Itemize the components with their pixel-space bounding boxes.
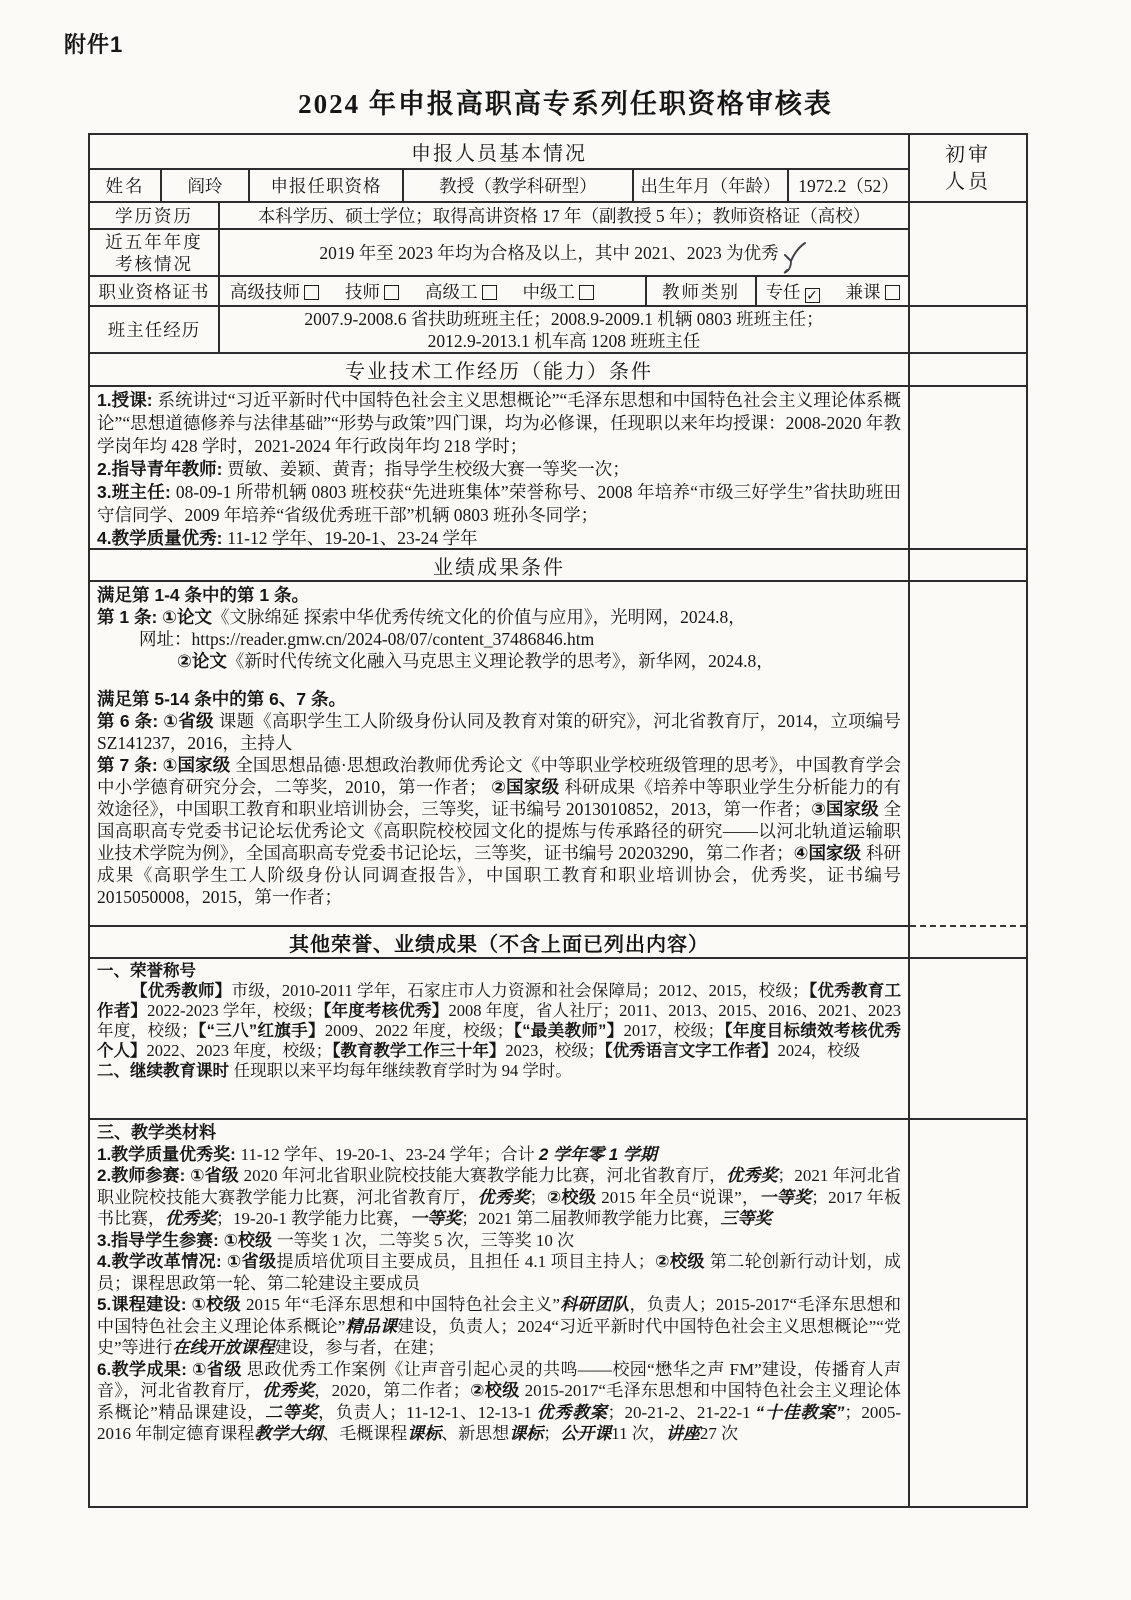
text-run: 、毛概课程 (322, 1424, 408, 1443)
text-run: 2015 年全员“说课”， (601, 1187, 760, 1207)
professional-item-3 (97, 481, 901, 527)
checkbox-fulltime (766, 279, 820, 304)
text-run: 2009、2022 年度，校级； (324, 1021, 514, 1040)
text-run: 全国思想品德·思想政治教师优秀论文《中等职业学校班级管理的思考》，中国教育学会中小学德育研究分会，二等奖，2010，第一作者； (97, 755, 901, 797)
text-run: ①校级 (223, 1230, 277, 1250)
row-certificates (90, 277, 908, 307)
text-run: 满足第 1-4 条中的第 1 条。 (97, 585, 309, 605)
professional-content (90, 387, 908, 550)
achievement-clause-6 (97, 710, 901, 754)
text-run: 6.教学成果: (97, 1359, 193, 1379)
other-honors-header: 其他荣誉、业绩成果（不含上面已列出内容） (90, 927, 908, 959)
text-run: 课标 (407, 1424, 442, 1443)
teacher-type-label: 教师类别 (647, 277, 757, 305)
text-run: 1.教学质量优秀奖: (97, 1144, 241, 1164)
achievement-paper-1 (97, 606, 901, 628)
text-run: 2022-2023 学年，校级； (147, 1001, 323, 1020)
text-run: 任现职以来平均每年继续教育学时为 94 学时。 (233, 1061, 572, 1080)
text-run: 全国高职高专党委书记论坛优秀论文《高职院校校园文化的提炼与传承路径的研究——以河北轨道运输职业技术学院为例》，全国高职高专党委书记论坛，三等奖，证书编号 20203290，第二作者； (97, 799, 901, 863)
text-run: 科研团队 (559, 1295, 630, 1314)
checkbox-label: 高级技师 (230, 281, 300, 302)
text-run: 《文脉绵延 探索中华优秀传统文化的价值与应用》，光明网，2024.8， (211, 607, 746, 627)
text-run: 【优秀教育工作者】 (97, 982, 901, 1020)
text-run: 教学大纲 (254, 1424, 323, 1443)
text-run: 建设，参与者，在建； (274, 1338, 445, 1357)
honors-content (90, 959, 908, 1120)
text-run: 《新时代传统文化融入马克思主义理论教学的思考》，新华网，2024.8， (226, 651, 774, 671)
text-run: 【优秀语言文字工作者】 (604, 1042, 778, 1060)
teaching-materials-content (90, 1120, 908, 1506)
teaching-item-2 (97, 1165, 901, 1230)
text-run: 【优秀教师】 (131, 982, 232, 1000)
checkbox-senior-worker (425, 279, 497, 304)
text-run: ①省级 (190, 1166, 244, 1185)
text-run: ；2005-2016 年制定德育课程 (97, 1402, 902, 1443)
text-run: 2015-2017“毛泽东思想和中国特色社会主义理论体系概论”精品课建设， (97, 1381, 901, 1422)
text-run: 二等奖 (264, 1402, 319, 1422)
reviewer-header-cell (910, 135, 1026, 203)
text-run: 优秀奖 (726, 1166, 778, 1185)
reviewer-cell-headteacher (910, 307, 1026, 354)
text-run: 第二轮创新行动计划，成员；课程思政第一轮、第二轮建设主要成员 (97, 1252, 901, 1293)
text-run: 4.教学质量优秀: (97, 528, 228, 548)
row-name (90, 170, 908, 203)
teaching-item-1 (97, 1144, 901, 1166)
text-run: 11-12 学年、19-20-1、23-24 学年 (227, 528, 478, 548)
education-label: 学历资历 (90, 203, 220, 228)
birth-date-value: 1972.2（52） (798, 176, 899, 196)
name-value: 阎玲 (162, 170, 250, 201)
text-run: 2020 年河北省职业院校技能大赛教学能力比赛，河北省教育厅， (243, 1166, 727, 1185)
text-run: 08-09-1 所带机辆 0803 班校获“先进班集体”荣誉称号、2008 年培养“市级三好学生”省扶助班田守信同学、2009 年培养“省级优秀班干部”机辆 0803 班孙冬同学； (97, 482, 901, 525)
review-form-table (88, 133, 1028, 1508)
text-run: 市级，2010-2011 学年，石家庄市人力资源和社会保障局；2012、2015，校级； (231, 981, 809, 1000)
reviewer-cell-basic (910, 203, 1026, 307)
achievement-paper-2 (97, 650, 901, 672)
honor-title-body (97, 981, 901, 1061)
birth-date-label: 出生年月（年龄） (634, 170, 789, 201)
checkbox-label: 兼课 (845, 281, 881, 302)
assessment-label-line1: 近五年年度 (105, 231, 203, 252)
professional-item-2 (97, 458, 901, 481)
teacher-type-options (757, 277, 908, 305)
text-run: ①校级 (191, 1295, 246, 1314)
text-run: 三等奖 (720, 1209, 772, 1228)
education-value: 本科学历、硕士学位；取得高讲资格 17 年（副教授 5 年）；教师资格证（高校） (257, 206, 871, 226)
text-run: 课题《高职学生工人阶级身份认同及教育对策的研究》，河北省教育厅，2014，立项编号 SZ141237，2016，主持人 (97, 711, 901, 753)
text-run: 一等奖 (759, 1187, 812, 1207)
text-run: 科研成果《培养中等职业学生分析能力的有效途径》，中国职工教育和职业培训协会，三等奖，证书编号 2013010852，2013，第一作者； (97, 777, 902, 819)
text-run: ②国家级 (491, 777, 565, 797)
text-run: 11 次， (611, 1424, 666, 1443)
text-run: 2024，校级 (777, 1041, 861, 1060)
text-run: 1.授课: (97, 390, 158, 410)
headteacher-label: 班主任经历 (90, 307, 220, 352)
reviewer-label-line2: 人员 (945, 171, 991, 193)
achievement-clause-head-2 (97, 688, 901, 710)
text-run: 3.指导学生参赛: (97, 1230, 224, 1250)
row-education (90, 203, 908, 230)
text-run: 【年度考核优秀】 (322, 1002, 449, 1020)
checkbox-parttime (846, 279, 900, 304)
empty-box-icon (885, 285, 900, 300)
text-run: 三、教学类材料 (97, 1123, 216, 1142)
teaching-item-5 (97, 1294, 901, 1359)
attachment-label: 附件1 (64, 32, 124, 57)
text-run: 优秀教案 (536, 1402, 608, 1422)
text-run: 精品课 (345, 1316, 398, 1336)
checked-box-icon: ✓ (806, 287, 818, 304)
text-run: 系统讲过“习近平新时代中国特色社会主义思想概论”“毛泽东思想和中国特色社会主义理论体系概论”“思想道德修养与法律基础”“形势与政策”四门课，均为必修课，任现职以来年均授课：2008-2020 年教学岗年均 428 学时，2021-2024 年行政岗年均 218 学时； (97, 390, 901, 456)
text-run: 2008 年度，省人社厅；2011、2013、2015、2016、2021、2023 年度，校级； (97, 1001, 902, 1040)
text-run: 、新思想 (441, 1424, 510, 1443)
text-run: ①国家级 (162, 755, 236, 775)
text-run: 公开课 (560, 1424, 612, 1443)
text-run: 2.教师参赛: (97, 1166, 191, 1185)
reviewer-label-line1: 初审 (945, 144, 991, 166)
professional-section-header: 专业技术工作经历（能力）条件 (90, 354, 908, 387)
achievement-clause-head-1 (97, 584, 901, 606)
text-run: 优秀奖 (477, 1187, 530, 1207)
checkbox-label: 高级工 (425, 281, 478, 302)
text-run: ； (529, 1187, 547, 1207)
text-run: 网址：https://reader.gmw.cn/2024-08/07/content_37486846.htm (139, 629, 595, 649)
text-run: 在线开放课程 (172, 1338, 275, 1357)
text-run: 讲座 (665, 1424, 700, 1443)
assessment-label-line2: 考核情况 (115, 253, 193, 274)
text-run: ①省级 (163, 711, 219, 731)
text-run: ②校级 (546, 1187, 602, 1207)
honor-title-heading (97, 961, 901, 981)
text-run: 2023，校级； (505, 1041, 605, 1060)
teaching-heading (97, 1122, 901, 1144)
reviewer-cell-prof-header (910, 354, 1026, 387)
text-run: 【“三八”红旗手】 (197, 1022, 325, 1040)
page-title: 2024 年申报高职高专系列任职资格审核表 (298, 89, 833, 119)
text-run: 2.指导青年教师: (97, 459, 228, 479)
text-run: 2 学年零 1 学期 (538, 1144, 657, 1164)
text-run: 建设，负责人；2024“习近平新时代中国特色社会主义思想概论”“党史”等进行 (97, 1316, 902, 1357)
empty-box-icon (384, 285, 399, 300)
empty-box-icon (579, 285, 594, 300)
reviewer-cell-achv-header (910, 550, 1026, 582)
achievement-clause-7 (97, 754, 901, 908)
continuing-education-line (97, 1061, 901, 1081)
professional-item-1 (97, 389, 901, 458)
text-run: 4.教学改革情况: (97, 1252, 227, 1271)
assessment-value: 2019 年至 2023 年均为合格及以上，其中 2021、2023 为优秀 (319, 243, 779, 263)
text-run: ①省级 (192, 1359, 247, 1379)
text-run: 思政优秀工作案例《让声音引起心灵的共鸣——校园“懋华之声 FM”建设，传播育人声音》，河北省教育厅， (97, 1359, 901, 1400)
text-run: 课标 (509, 1424, 544, 1443)
text-run: 一等奖 1 次，二等奖 5 次，三等奖 10 次 (276, 1230, 575, 1250)
text-run: 一、荣誉称号 (97, 962, 196, 980)
text-run: 11-12 学年、19-20-1、23-24 学年；合计 (240, 1144, 539, 1164)
text-run: ，负责人；11-12-1、12-13-1 (318, 1402, 537, 1422)
checkbox-label: 技师 (345, 281, 380, 302)
text-run: 5.课程建设: (97, 1295, 192, 1314)
reviewer-cell-teaching (910, 1120, 1026, 1504)
row-headteacher (90, 307, 908, 354)
row-assessment (90, 230, 908, 277)
text-run: ；2021 第二届教师教学能力比赛， (461, 1209, 721, 1228)
text-run: ②论文 (177, 651, 227, 671)
text-run: ；19-20-1 教学能力比赛， (216, 1209, 411, 1228)
checkbox-technician (345, 279, 399, 304)
reviewer-cell-honors (910, 959, 1026, 1120)
text-run: 【年度目标绩效考核优秀个人】 (97, 1022, 902, 1060)
achievement-section-header: 业绩成果条件 (90, 550, 908, 582)
text-run: ②校级 (654, 1252, 710, 1271)
text-run: 第 7 条: (97, 755, 163, 775)
text-run: 【教育教学工作三十年】 (332, 1042, 506, 1060)
text-run: 贾敏、姜颖、黄青；指导学生校级大赛一等奖一次； (227, 459, 630, 479)
text-run: ①省级 (226, 1252, 277, 1271)
apply-qualification-value: 教授（教学科研型） (404, 170, 634, 201)
reviewer-cell-prof (910, 387, 1026, 550)
text-run: 第 1 条: (97, 607, 163, 627)
text-run: 第 6 条: (97, 711, 164, 731)
professional-item-4 (97, 527, 901, 550)
empty-box-icon (304, 285, 319, 300)
teaching-item-4 (97, 1251, 901, 1294)
achievement-content (90, 582, 908, 927)
checkbox-senior-technician (230, 279, 319, 304)
text-run: 满足第 5-14 条中的第 6、7 条。 (97, 689, 346, 709)
teaching-item-3 (97, 1230, 901, 1252)
text-run: 二、继续教育课时 (97, 1062, 234, 1080)
text-run: ①论文 (162, 607, 212, 627)
text-run: ；2017 年板书比赛， (97, 1187, 902, 1228)
text-run: 提质培优项目主要成员，且担任 4.1 项目主持人； (276, 1252, 655, 1271)
text-run: 27 次 (699, 1424, 739, 1443)
apply-qualification-label: 申报任职资格 (250, 170, 404, 201)
checkbox-intermediate-worker (523, 279, 595, 304)
text-run: ③国家级 (811, 799, 884, 819)
headteacher-line1: 2007.9-2008.6 省扶助班班主任；2008.9-2009.1 机辆 0803 班班主任； (304, 308, 824, 329)
text-run: 优秀奖 (262, 1381, 315, 1400)
text-run: 3.班主任: (97, 482, 176, 502)
text-run: 优秀奖 (165, 1209, 216, 1228)
text-run: “十佳教案” (755, 1402, 845, 1422)
handwritten-checkmark (783, 241, 809, 275)
checkbox-label: 中级工 (522, 281, 575, 302)
text-run: ④国家级 (793, 843, 866, 863)
text-run: 科研成果《高职学生工人阶级身份认同调查报告》，中国职工教育和职业培训协会，优秀奖，证书编号 2015050008，2015，第一作者； (97, 843, 901, 907)
text-run: ； (543, 1424, 561, 1443)
text-run: 【“最美教师”】 (513, 1022, 624, 1040)
reviewer-column (908, 135, 1026, 1506)
text-run: ②校级 (469, 1381, 525, 1400)
certificate-label: 职业资格证书 (90, 277, 220, 305)
empty-box-icon (482, 285, 497, 300)
reviewer-cell-achv (910, 582, 1026, 927)
teaching-item-6 (97, 1359, 901, 1445)
text-run: ，负责人；2015-2017“毛泽东思想和中国特色社会主义理论体系概论” (97, 1295, 901, 1336)
text-run: ，2020，第二作者； (314, 1381, 470, 1400)
checkbox-label: 专任 (765, 281, 801, 302)
text-run: ；20-21-2、21-22-1 (607, 1402, 756, 1422)
text-run: ；2021 年河北省职业院校技能大赛教学能力比赛，河北省教育厅， (97, 1166, 902, 1207)
name-label: 姓名 (90, 170, 162, 201)
reviewer-cell-other-header (910, 927, 1026, 959)
headteacher-line2: 2012.9-2013.1 机车高 1208 班班主任 (427, 330, 701, 351)
text-run: 2017，校级； (623, 1021, 724, 1040)
text-run: 2022、2023 年度，校级； (146, 1041, 333, 1060)
basic-info-section-header: 申报人员基本情况 (90, 135, 908, 170)
certificate-options (220, 277, 647, 305)
text-run: 2015 年“毛泽东思想和中国特色社会主义” (245, 1295, 560, 1314)
text-run: 一等奖 (410, 1209, 462, 1228)
achievement-paper-url (97, 628, 901, 650)
